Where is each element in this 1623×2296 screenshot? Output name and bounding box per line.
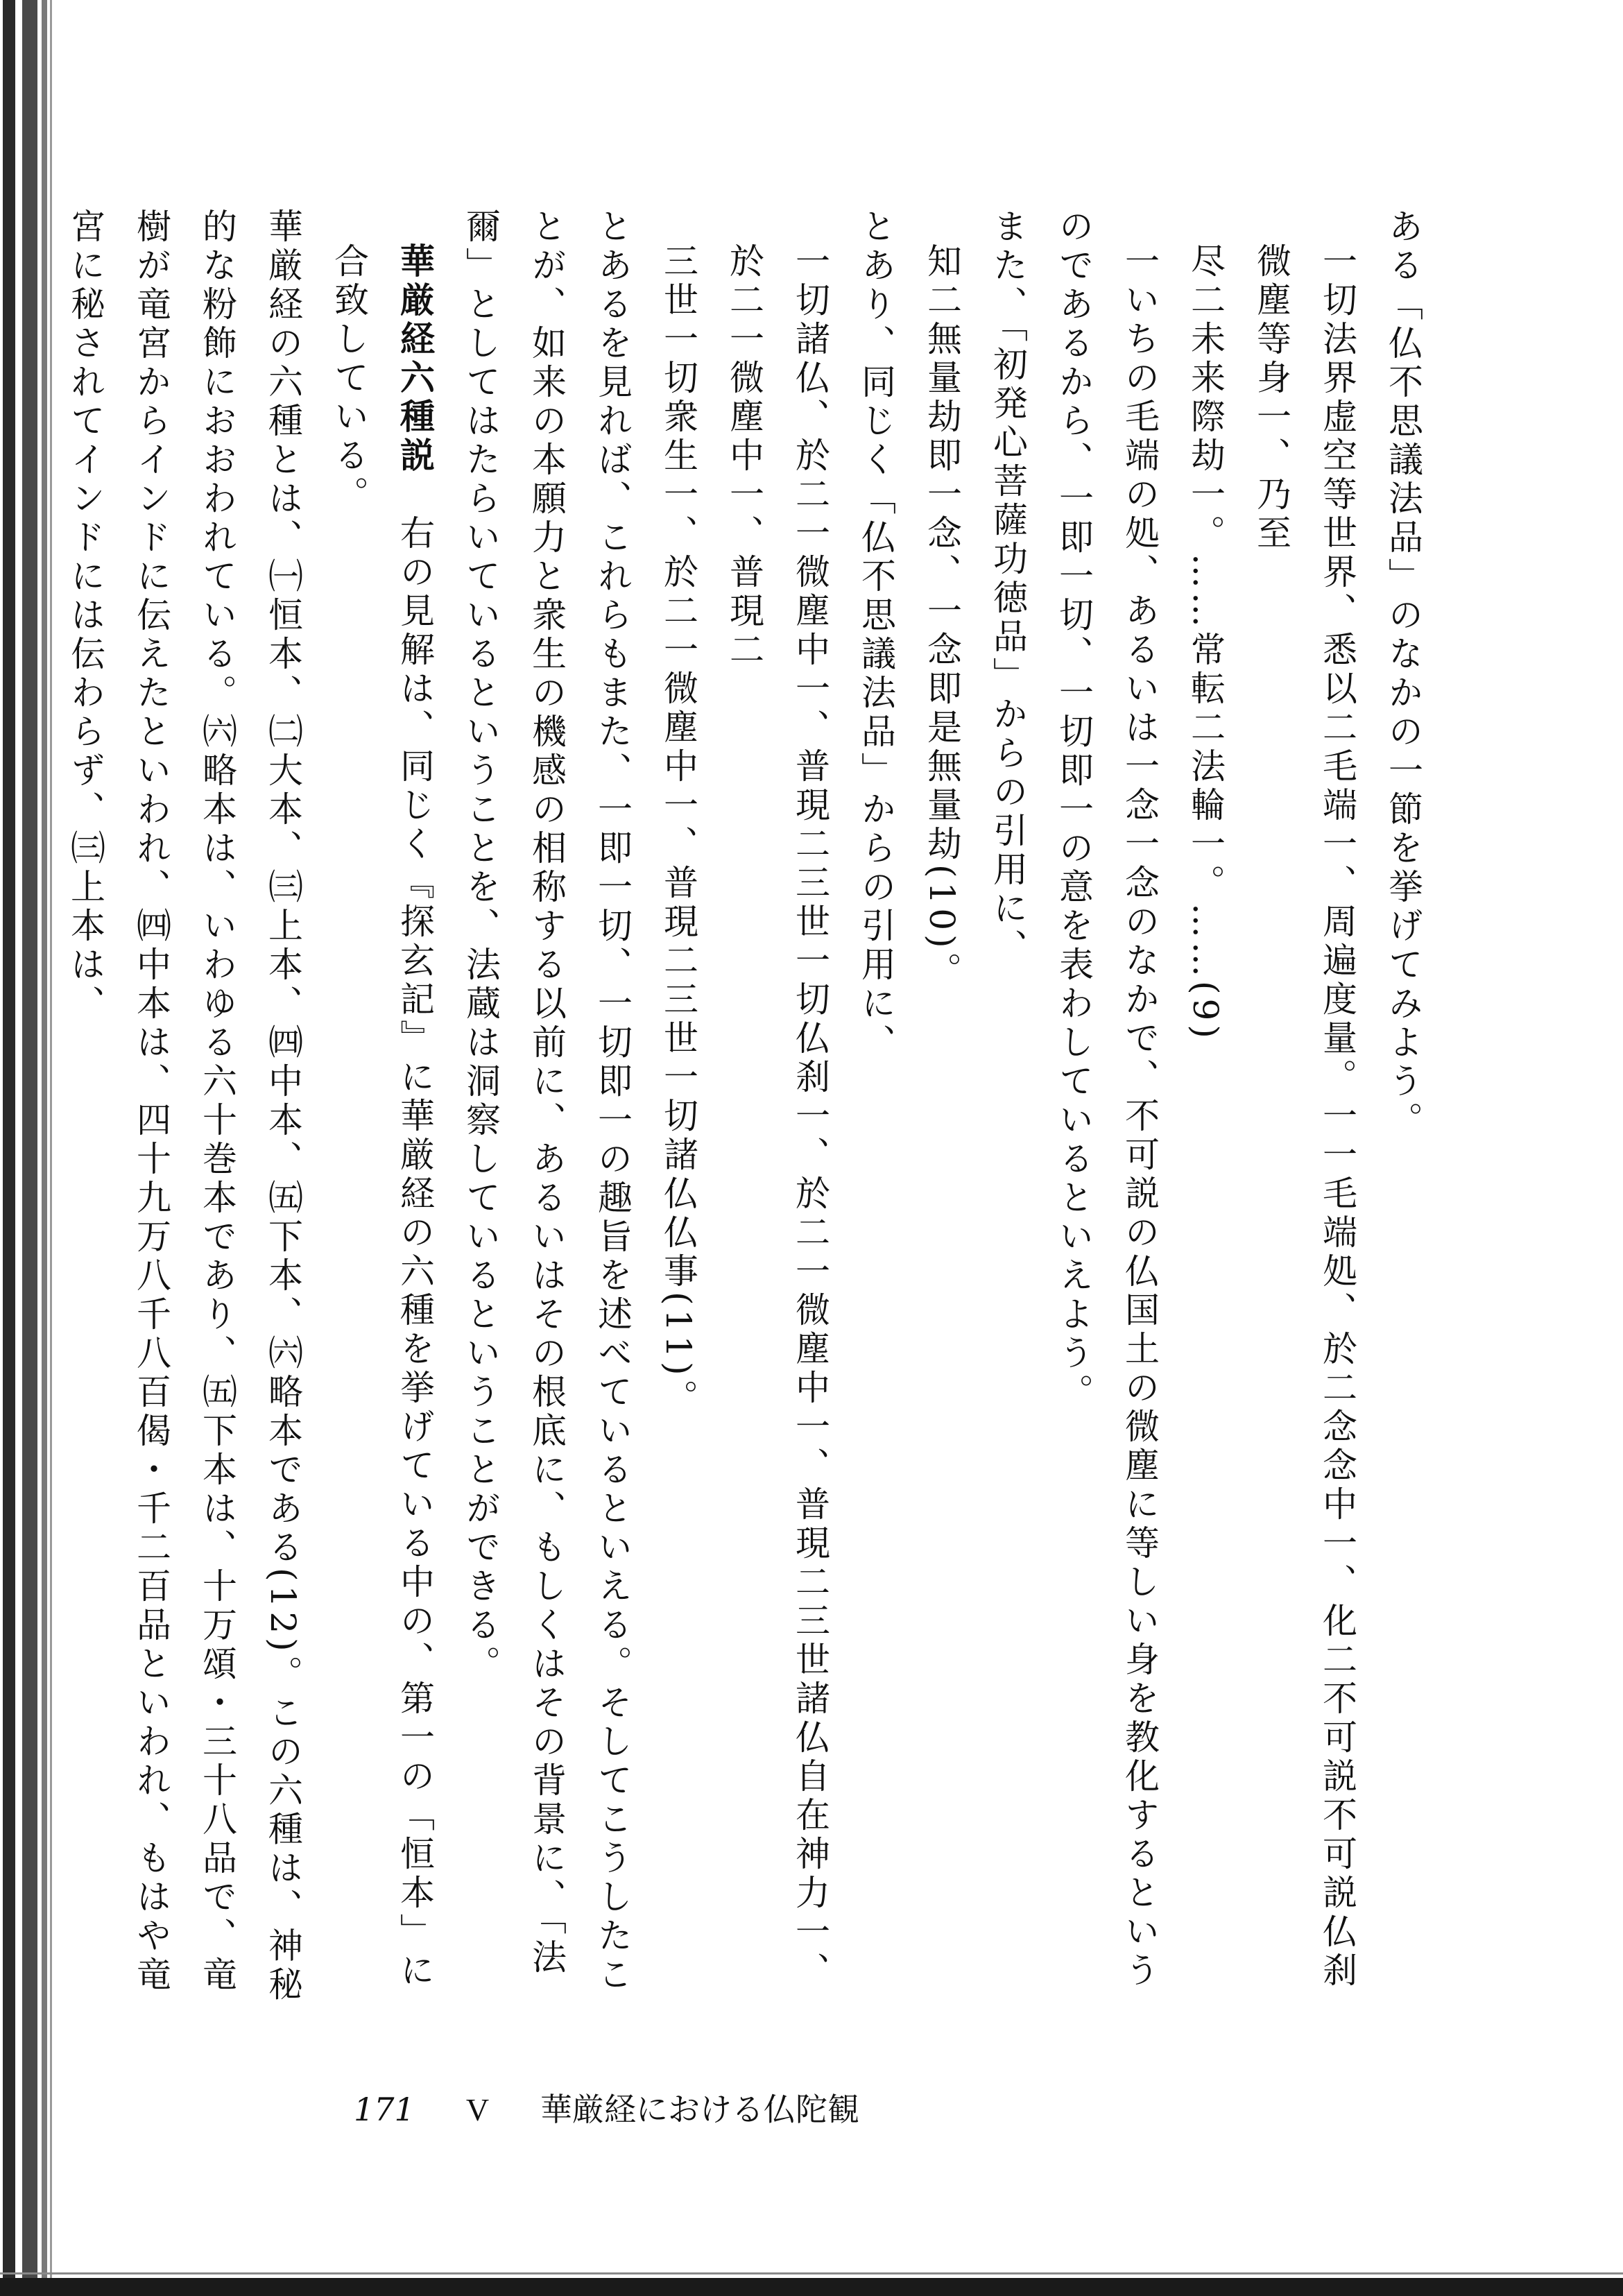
section-heading: 華厳経六種説 — [395, 243, 435, 476]
paragraph: とあり、同じく「仏不思議法品」からの引用に、 — [856, 208, 896, 1063]
quotation-continued: 三世一切衆生一、於二一微塵中一、普現二三世一切諸仏仏事(11)。 — [658, 243, 698, 1419]
page-number: 171 — [354, 2091, 415, 2128]
paragraph: ある「仏不思議法品」のなかの一節を挙げてみよう。 — [1383, 208, 1423, 1140]
paragraph: 一いちの毛端の処、あるいは一念一念のなかで、不可説の仏国土の微塵に等しい身を教化するというのであるから、一即一切、一切即一の意を表わしているといえよう。 — [1054, 208, 1160, 1991]
section-paragraph — [316, 208, 447, 2025]
quotation: 一切法界虚空等世界、悉以二毛端一、周遍度量。一一毛端処、於二念念中一、化二不可説不可説仏刹微塵等身一、乃至 — [1251, 243, 1357, 1991]
binding-edge — [0, 0, 58, 2296]
paragraph: とあるを見れば、これらもまた、一即一切、一切即一の趣旨を述べているといえる。そしてこうしたことが、如来の本願力と衆生の機感の相称する以前に、あるいはその根底に、もしくはその背景に、「法爾」としてはたらいているということを、法蔵は洞察しているということができる。 — [461, 208, 633, 1995]
vertical-body-text — [65, 208, 1436, 2025]
chapter-number: V — [465, 2092, 490, 2127]
paragraph: また、「初発心菩薩功徳品」からの引用に、 — [988, 208, 1028, 968]
quotation: 一切諸仏、於二一微塵中一、普現二三世一切仏刹一、於二一微塵中一、普現二三世諸仏自在神力一、於二一微塵中一、普現二 — [724, 243, 830, 1991]
page-footer — [354, 2084, 859, 2130]
quotation-continued: 尽二未来際劫一。……常転二法輪一。……(9) — [1185, 243, 1226, 1043]
paragraph-text: 右の見解は、同じく『探玄記』に華厳経の六種を挙げている中の、第一の「恒本」に合致している。 — [329, 243, 435, 1991]
quotation: 知二無量劫即一念、一念即是無量劫(10)。 — [922, 243, 962, 991]
paragraph: 華厳経の六種とは、㈠恒本、㈡大本、㈢上本、㈣中本、㈤下本、㈥略本である(12)。この六種は、神秘的な粉飾におおわれている。㈥略本は、いわゆる六十巻本であり、㈤下本は、十万頌・三十八品で、竜樹が竜宮からインドに伝えたといわれ、㈣中本は、四十九万八千八百偈・千二百品といわれ、もはや竜宮に秘されてインドには伝わらず、㈢上本は、 — [65, 208, 303, 2005]
page-bottom-edge — [0, 2278, 1623, 2296]
chapter-title: 華厳経における仏陀観 — [540, 2091, 860, 2128]
